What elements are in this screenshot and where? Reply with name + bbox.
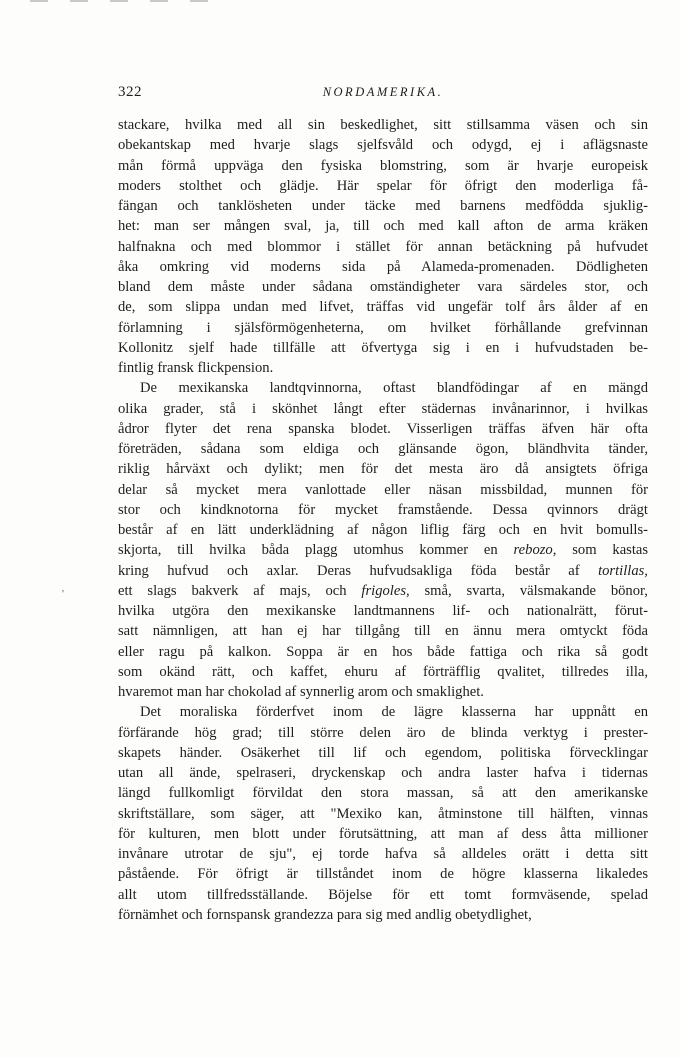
text-line: fängan och tanklösheten under täcke med barnens medfödda sjuklig- xyxy=(118,198,648,214)
text-line: eller ragu på kalkon. Soppa är en hos både fattiga och rika så godt xyxy=(118,643,648,660)
text-line: hvilka utgöra den mexikanske landtmannens lif- och nationalrätt, förut- xyxy=(118,603,648,619)
text-line: åka omkring vid moderns sida på Alameda-promenaden. Dödligheten xyxy=(118,258,648,275)
text-line: mån förmå uppväga den fysiska blomstring, som är hvarje europeisk xyxy=(118,157,648,174)
text-line: för kulturen, men blott under förutsättning, att man af dess åtta millioner xyxy=(118,825,648,842)
text-line: Kollonitz sjelf hade tillfälle att öfvertyga sig i en i hufvudstaden be- xyxy=(118,339,648,356)
text-line: delar så mycket mera vanlottade eller näsan missbildad, munnen för xyxy=(118,481,648,498)
text-line: ett slags bakverk af majs, och frigoles, små, svarta, välsmakande bönor, xyxy=(118,582,648,599)
scan-artifact xyxy=(30,0,330,6)
margin-mark: ' xyxy=(62,588,64,600)
text-line: olika grader, stå i skönhet långt efter städernas invånarinnor, i hvilkas xyxy=(118,400,648,417)
text-line: moders stolthet och glädje. Här spelar för öfrigt den moderliga få- xyxy=(118,177,648,194)
text-line: fintlig fransk flickpension. xyxy=(118,360,274,376)
text-line: Det moraliska förderfvet inom de lägre klasserna har uppnått en xyxy=(140,704,648,721)
text-line: skapets händer. Osäkerhet till lif och egendom, politiska förvecklingar xyxy=(118,744,648,761)
text-line: de, som slippa undan med lifvet, träffas vid ungefär tolf års ålder af en xyxy=(118,299,648,316)
page-header xyxy=(118,84,648,106)
body-text xyxy=(118,115,648,925)
text-line: påstående. För öfrigt är tillståndet inom de högre klasserna likaledes xyxy=(118,866,648,883)
text-line: stor och kindknotorna för mycket framstående. Dessa qvinnors drägt xyxy=(118,501,648,518)
text-line: förlamning i själsförmögenheterna, om hvilket förhållande grefvinnan xyxy=(118,319,648,336)
italic-term: rebozo, xyxy=(513,542,557,559)
text-line: satt nämnligen, att han ej har tillgång till en ännu mera omtyckt föda xyxy=(118,623,648,640)
running-head: NORDAMERIKA. xyxy=(322,85,444,99)
text-line: företräden, sådana som eldiga och glänsande ögon, bländhvita tänder, xyxy=(118,441,648,457)
text-line: längd fullkomligt förvildat den stora massan, så att den amerikanske xyxy=(118,785,648,802)
text-line: som okänd rätt, och kaffet, ehuru af förträfflig qvalitet, tillredes illa, xyxy=(118,663,648,680)
paragraph xyxy=(118,378,648,702)
text-line: ådror flyter det rena spanska blodet. Visserligen träffas äfven här ofta xyxy=(118,420,648,437)
paragraph xyxy=(118,115,648,378)
text-line: förfärande hög grad; till större delen äro de blinda verktyg i prester- xyxy=(118,724,648,741)
text-line: bland dem måste under sådana omständigheter vara särdeles stor, och xyxy=(118,279,648,295)
paragraph xyxy=(118,702,648,925)
text-line: kring hufvud och axlar. Deras hufvudsakliga föda består af tortillas, xyxy=(118,562,648,579)
text-line: skriftställare, som säger, att "Mexiko kan, åtminstone till hälften, vinnas xyxy=(118,805,648,822)
text-line: stackare, hvilka med all sin beskedlighet, sitt stillsamma väsen och sin xyxy=(118,117,648,133)
text-line: skjorta, till hvilka båda plagg utomhus kommer en rebozo, som kastas xyxy=(118,542,648,559)
page-number: 322 xyxy=(118,84,142,100)
text-line: utan all ände, spelraseri, dryckenskap och andra laster hafva i tidernas xyxy=(118,765,648,781)
text-line: hvaremot man har chokolad af synnerlig arom och smaklighet. xyxy=(118,684,484,700)
text-line: halfnakna och med blommor i stället för annan betäckning på hufvudet xyxy=(118,238,648,255)
italic-term: tortillas, xyxy=(598,562,648,579)
text-line: består af en lätt underklädning af någon liflig färg och en hvit bomulls- xyxy=(118,522,648,538)
text-line: het: man ser mången sval, ja, till och med kall afton de arma kräken xyxy=(118,218,648,235)
text-line: riklig hårväxt och dylikt; men för det mesta äro då ansigtets öfriga xyxy=(118,461,648,478)
text-line: förnämhet och fornspansk grandezza para sig med andlig obetydlighet, xyxy=(118,906,532,923)
text-line: invånare utrotar de sju", ej torde hafva så alldeles orätt i detta sitt xyxy=(118,846,648,862)
italic-term: frigoles, xyxy=(361,582,410,599)
text-line: allt utom tillfredsställande. Böjelse för ett tomt formväsende, spelad xyxy=(118,886,648,903)
text-line: obekantskap med hvarje slags sjelfsvåld och odygd, ej i aflägsnaste xyxy=(118,137,648,154)
text-line: De mexikanska landtqvinnorna, oftast blandfödingar af en mängd xyxy=(140,380,648,397)
